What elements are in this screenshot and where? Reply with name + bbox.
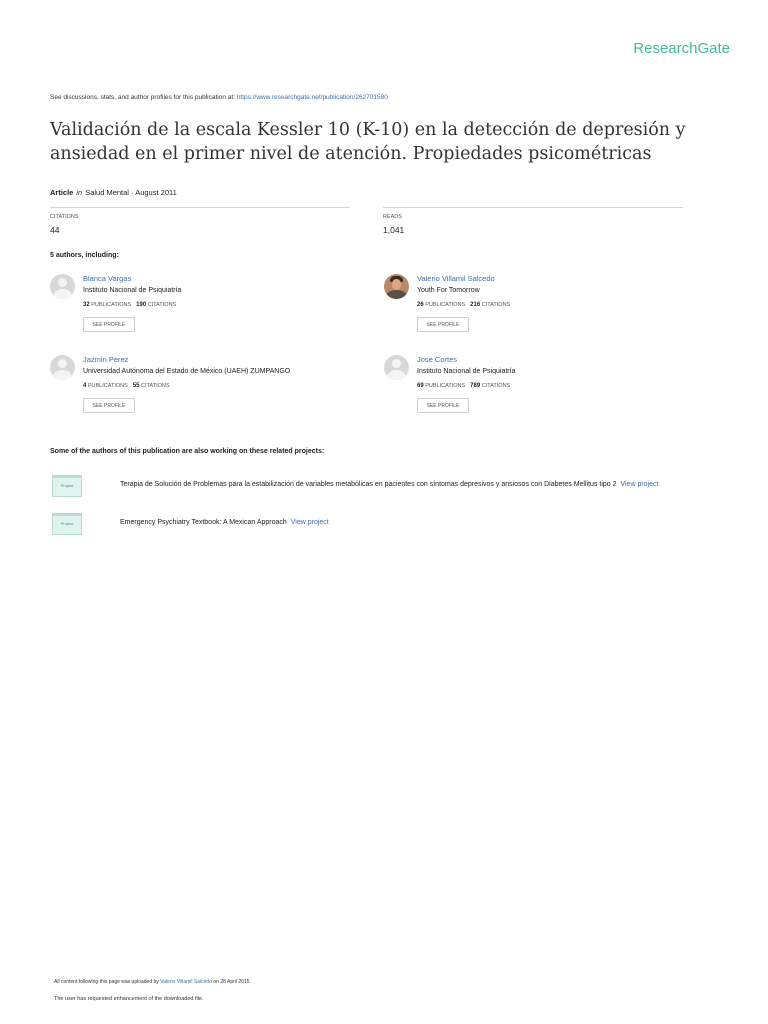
uploader-link[interactable]: Valerio Villamil Salcedo bbox=[160, 979, 212, 985]
see-profile-button[interactable]: SEE PROFILE bbox=[83, 398, 135, 413]
view-project-link[interactable]: View project bbox=[290, 519, 329, 526]
project-folder-icon[interactable]: Project bbox=[52, 475, 82, 497]
author-institution: Universidad Autónoma del Estado de México (UAEH) ZUMPANGO bbox=[83, 368, 291, 375]
request-note: The user has requested enhancement of the downloaded file. bbox=[54, 996, 204, 1002]
project-item bbox=[50, 513, 730, 539]
article-meta bbox=[50, 188, 177, 197]
author-name-link[interactable]: Valerio Villamil Salcedo bbox=[417, 274, 495, 283]
publication-title: Validación de la escala Kessler 10 (K-10) en la detección de depresión y ansiedad en el primer nivel de atención. Propiedades psicométricas bbox=[50, 120, 686, 164]
article-in: in bbox=[76, 188, 83, 197]
publications-label: PUBLICATIONS bbox=[425, 383, 466, 389]
author-stats bbox=[83, 302, 176, 308]
journal-info: Salud Mental · August 2011 bbox=[85, 188, 177, 197]
reads-divider bbox=[383, 207, 683, 208]
citations-label: CITATIONS bbox=[141, 383, 170, 389]
author-stats bbox=[83, 383, 170, 389]
author-name-link[interactable]: Jazmin Perez bbox=[83, 355, 129, 364]
publications-count: 69 bbox=[417, 383, 424, 389]
project-title: Emergency Psychiatry Textbook: A Mexican Approach bbox=[120, 519, 287, 526]
upload-date: on 28 April 2015. bbox=[213, 979, 251, 985]
author-stats bbox=[417, 383, 510, 389]
researchgate-logo[interactable]: ResearchGate bbox=[633, 40, 730, 57]
publications-count: 32 bbox=[83, 302, 90, 308]
author-institution: Instituto Nacional de Psiquiatría bbox=[83, 287, 182, 294]
see-profile-button[interactable]: SEE PROFILE bbox=[417, 398, 469, 413]
citations-label: CITATIONS bbox=[481, 302, 511, 308]
see-profile-button[interactable]: SEE PROFILE bbox=[83, 317, 135, 332]
author-card bbox=[50, 274, 380, 344]
publications-label: PUBLICATIONS bbox=[425, 302, 466, 308]
author-card bbox=[384, 274, 714, 344]
see-profile-button[interactable]: SEE PROFILE bbox=[417, 317, 469, 332]
citations-label: CITATIONS bbox=[50, 214, 79, 220]
publications-label: PUBLICATIONS bbox=[87, 383, 128, 389]
avatar-placeholder-icon[interactable] bbox=[384, 355, 409, 380]
reads-label: READS bbox=[383, 214, 402, 220]
upload-prefix: All content following this page was uploaded by bbox=[54, 979, 159, 985]
project-item bbox=[50, 475, 730, 501]
projects-heading: Some of the authors of this publication are also working on these related projects: bbox=[50, 448, 325, 455]
avatar-photo-icon[interactable] bbox=[384, 274, 409, 299]
author-stats bbox=[417, 302, 510, 308]
publications-label: PUBLICATIONS bbox=[91, 302, 132, 308]
author-institution: Youth For Tomorrow bbox=[417, 287, 480, 294]
citations-divider bbox=[50, 207, 350, 208]
citations-count: 216 bbox=[470, 302, 481, 308]
citations-label: CITATIONS bbox=[481, 383, 511, 389]
publication-url-link[interactable]: https://www.researchgate.net/publication/262701580 bbox=[236, 94, 388, 101]
publications-count: 26 bbox=[417, 302, 424, 308]
intro-text: See discussions, stats, and author profiles for this publication at: bbox=[50, 94, 235, 101]
citations-count: 55 bbox=[132, 383, 140, 389]
project-text bbox=[120, 481, 658, 488]
citations-count: 190 bbox=[136, 302, 147, 308]
project-title: Terapia de Solución de Problemas para la estabilización de variables metabólicas en pacientes con síntomas depresivos y ansiosos con Diabetes Mellitus tipo 2 bbox=[120, 481, 617, 488]
avatar-placeholder-icon[interactable] bbox=[50, 274, 75, 299]
citations-value: 44 bbox=[50, 225, 60, 235]
view-project-link[interactable]: View project bbox=[620, 481, 659, 488]
reads-value: 1,041 bbox=[383, 225, 405, 235]
intro-line bbox=[50, 94, 388, 101]
project-folder-icon[interactable]: Project bbox=[52, 513, 82, 535]
author-institution: Instituto Nacional de Psiquiatría bbox=[417, 368, 516, 375]
author-card bbox=[384, 355, 714, 425]
project-text bbox=[120, 519, 329, 526]
citations-label: CITATIONS bbox=[147, 302, 177, 308]
publications-count: 4 bbox=[83, 383, 87, 389]
citations-count: 789 bbox=[470, 383, 481, 389]
article-type: Article bbox=[50, 188, 74, 197]
avatar-placeholder-icon[interactable] bbox=[50, 355, 75, 380]
author-name-link[interactable]: Jose Cortes bbox=[417, 355, 458, 364]
author-name-link[interactable]: Blanca Vargas bbox=[83, 274, 132, 283]
authors-heading: 5 authors, including: bbox=[50, 252, 119, 259]
author-card bbox=[50, 355, 380, 425]
upload-note bbox=[54, 979, 251, 985]
